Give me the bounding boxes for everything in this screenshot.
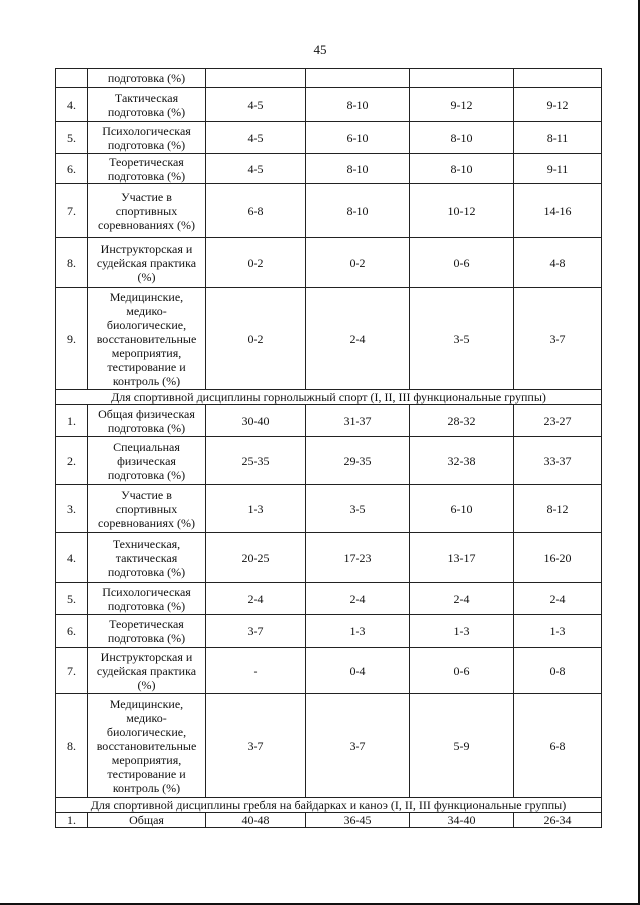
row-number: 9.	[56, 288, 88, 390]
row-number: 1.	[56, 405, 88, 437]
stage-value-2: 8-10	[306, 154, 410, 184]
stage-value-2: 6-10	[306, 122, 410, 154]
stage-value-4: 2-4	[514, 583, 602, 615]
page-number: 45	[313, 42, 327, 57]
section-title: Для спортивной дисциплины горнолыжный спорт (I, II, III функциональные группы)	[56, 390, 602, 405]
row-number: 5.	[56, 583, 88, 615]
stage-value-2: 1-3	[306, 615, 410, 648]
table-row	[56, 485, 602, 533]
stage-value-2: 29-35	[306, 437, 410, 485]
table-row	[56, 583, 602, 615]
stage-value-2: 2-4	[306, 288, 410, 390]
activity-name: Участие в спортивных соревнованиях (%)	[88, 184, 206, 238]
activity-name: Психологическая подготовка (%)	[88, 122, 206, 154]
stage-value-3: 28-32	[410, 405, 514, 437]
table-row	[56, 405, 602, 437]
stage-value-1: 0-2	[206, 238, 306, 288]
stage-value-2: 31-37	[306, 405, 410, 437]
row-number: 2.	[56, 437, 88, 485]
stage-value-1: -	[206, 648, 306, 694]
stage-value-3: 3-5	[410, 288, 514, 390]
stage-value-1: 3-7	[206, 615, 306, 648]
row-number: 7.	[56, 648, 88, 694]
activity-name: Психологическая подготовка (%)	[88, 583, 206, 615]
row-number: 1.	[56, 813, 88, 828]
stage-value-3: 6-10	[410, 485, 514, 533]
row-number: 3.	[56, 485, 88, 533]
row-number: 8.	[56, 238, 88, 288]
stage-value-1: 4-5	[206, 154, 306, 184]
row-number: 5.	[56, 122, 88, 154]
stage-value-2: 8-10	[306, 88, 410, 122]
table-row	[56, 813, 602, 828]
table-row	[56, 184, 602, 238]
stage-value-3: 9-12	[410, 88, 514, 122]
table-row	[56, 88, 602, 122]
stage-value-3: 13-17	[410, 533, 514, 583]
table-row	[56, 615, 602, 648]
stage-value-2: 17-23	[306, 533, 410, 583]
stage-value-3: 10-12	[410, 184, 514, 238]
stage-value-4: 1-3	[514, 615, 602, 648]
stage-value-3	[410, 69, 514, 88]
table-row	[56, 694, 602, 798]
stage-value-1: 30-40	[206, 405, 306, 437]
activity-name: Теоретическая подготовка (%)	[88, 154, 206, 184]
activity-name: Специальная физическая подготовка (%)	[88, 437, 206, 485]
activity-name: Медицинские, медико-биологические, восстановительные мероприятия, тестирование и контроль (%)	[88, 694, 206, 798]
stage-value-3: 2-4	[410, 583, 514, 615]
stage-value-1: 4-5	[206, 88, 306, 122]
stage-value-1: 40-48	[206, 813, 306, 828]
activity-name: Инструкторская и судейская практика (%)	[88, 648, 206, 694]
stage-value-4: 9-11	[514, 154, 602, 184]
activity-name: подготовка (%)	[88, 69, 206, 88]
row-number: 4.	[56, 88, 88, 122]
stage-value-4: 3-7	[514, 288, 602, 390]
stage-value-1: 4-5	[206, 122, 306, 154]
activity-name: Теоретическая подготовка (%)	[88, 615, 206, 648]
stage-value-1: 25-35	[206, 437, 306, 485]
activity-name: Общая	[88, 813, 206, 828]
row-number: 6.	[56, 154, 88, 184]
table-row	[56, 238, 602, 288]
stage-value-4: 0-8	[514, 648, 602, 694]
stage-value-4: 9-12	[514, 88, 602, 122]
row-number: 8.	[56, 694, 88, 798]
stage-value-2: 3-5	[306, 485, 410, 533]
section-header-row	[56, 390, 602, 405]
table-row	[56, 154, 602, 184]
activity-name: Медицинские, медико-биологические, восстановительные мероприятия, тестирование и контроль (%)	[88, 288, 206, 390]
stage-value-3: 34-40	[410, 813, 514, 828]
table-row	[56, 648, 602, 694]
stage-value-1: 1-3	[206, 485, 306, 533]
stage-value-3: 0-6	[410, 648, 514, 694]
stage-value-1: 3-7	[206, 694, 306, 798]
table-row	[56, 122, 602, 154]
stage-value-3: 32-38	[410, 437, 514, 485]
stage-value-1	[206, 69, 306, 88]
stage-value-4: 6-8	[514, 694, 602, 798]
stage-value-2: 0-4	[306, 648, 410, 694]
stage-value-3: 8-10	[410, 122, 514, 154]
stage-value-1: 20-25	[206, 533, 306, 583]
stage-value-4: 23-27	[514, 405, 602, 437]
row-number: 4.	[56, 533, 88, 583]
stage-value-2: 3-7	[306, 694, 410, 798]
stage-value-4: 26-34	[514, 813, 602, 828]
stage-value-4: 8-12	[514, 485, 602, 533]
stage-value-1: 0-2	[206, 288, 306, 390]
stage-value-4: 4-8	[514, 238, 602, 288]
stage-value-2	[306, 69, 410, 88]
table-row	[56, 437, 602, 485]
row-number: 7.	[56, 184, 88, 238]
row-number	[56, 69, 88, 88]
stage-value-3: 5-9	[410, 694, 514, 798]
row-number: 6.	[56, 615, 88, 648]
stage-value-1: 6-8	[206, 184, 306, 238]
stage-value-4: 33-37	[514, 437, 602, 485]
stage-value-1: 2-4	[206, 583, 306, 615]
stage-value-4: 16-20	[514, 533, 602, 583]
training-distribution-table	[55, 68, 602, 828]
section-header-row	[56, 798, 602, 813]
stage-value-3: 8-10	[410, 154, 514, 184]
table-body	[56, 69, 602, 828]
stage-value-4	[514, 69, 602, 88]
stage-value-2: 2-4	[306, 583, 410, 615]
table-row	[56, 69, 602, 88]
stage-value-2: 8-10	[306, 184, 410, 238]
activity-name: Инструкторская и судейская практика (%)	[88, 238, 206, 288]
activity-name: Общая физическая подготовка (%)	[88, 405, 206, 437]
table-row	[56, 533, 602, 583]
activity-name: Техническая, тактическая подготовка (%)	[88, 533, 206, 583]
section-title: Для спортивной дисциплины гребля на байдарках и каноэ (I, II, III функциональные группы)	[56, 798, 602, 813]
stage-value-3: 1-3	[410, 615, 514, 648]
table-row	[56, 288, 602, 390]
activity-name: Участие в спортивных соревнованиях (%)	[88, 485, 206, 533]
stage-value-4: 14-16	[514, 184, 602, 238]
stage-value-3: 0-6	[410, 238, 514, 288]
stage-value-2: 0-2	[306, 238, 410, 288]
activity-name: Тактическая подготовка (%)	[88, 88, 206, 122]
stage-value-4: 8-11	[514, 122, 602, 154]
stage-value-2: 36-45	[306, 813, 410, 828]
